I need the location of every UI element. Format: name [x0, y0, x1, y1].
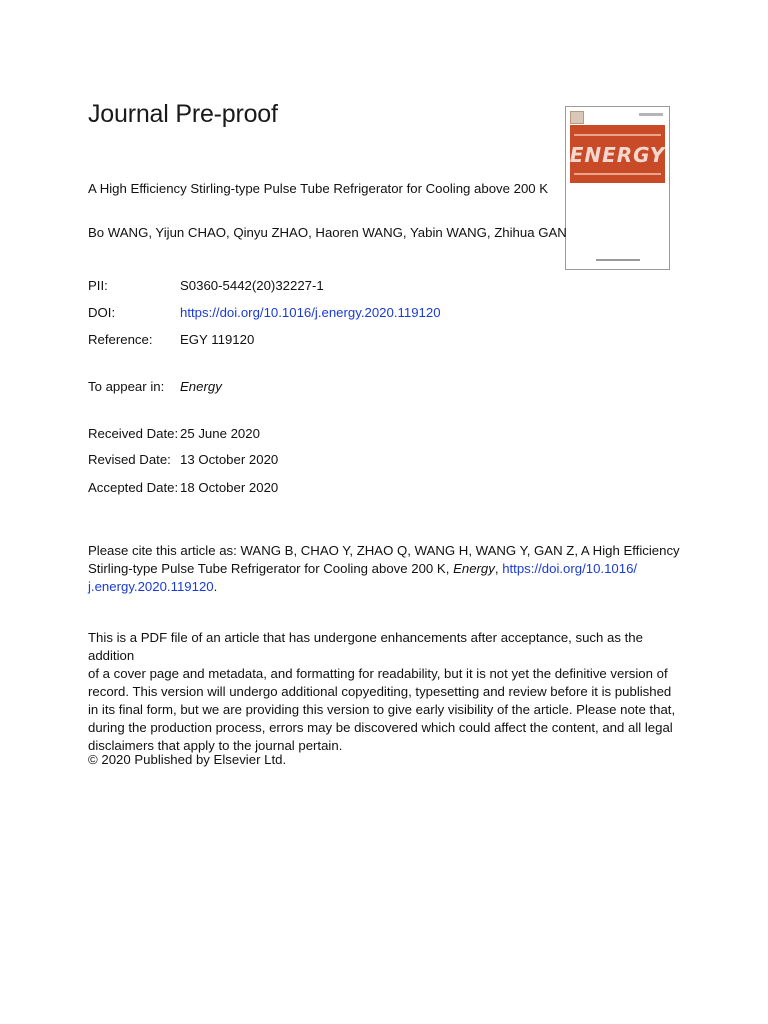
citation-line	[88, 578, 688, 596]
citation-period: .	[213, 579, 218, 594]
notice-line: during the production process, errors may be discovered which could affect the content, and all legal	[88, 720, 673, 735]
appear-label: To appear in:	[88, 379, 165, 394]
elsevier-logo-icon	[570, 111, 584, 124]
notice-line: disclaimers that apply to the journal pertain.	[88, 738, 343, 753]
cover-journal-word: ENERGY	[569, 143, 666, 167]
reference-label: Reference:	[88, 332, 153, 347]
notice-line: in its final form, but we are providing this version to give early visibility of the article. Please note that,	[88, 702, 676, 717]
doi-label: DOI:	[88, 305, 116, 320]
accepted-date-value: 18 October 2020	[180, 480, 279, 495]
notice-paragraph	[88, 629, 688, 755]
received-date-value: 25 June 2020	[180, 426, 260, 441]
accepted-date-label: Accepted Date:	[88, 480, 179, 495]
citation-line: Please cite this article as: WANG B, CHAO Y, ZHAO Q, WANG H, WANG Y, GAN Z, A High Efficiency	[88, 543, 680, 558]
citation-line: Stirling-type Pulse Tube Refrigerator for Cooling above 200 K, Energy, https://doi.org/10.1016/	[88, 561, 638, 576]
revised-date-value: 13 October 2020	[180, 452, 279, 467]
article-authors: Bo WANG, Yijun CHAO, Qinyu ZHAO, Haoren WANG, Yabin WANG, Zhihua GAN	[88, 225, 567, 240]
cover-stripe	[574, 134, 661, 136]
pii-value: S0360-5442(20)32227-1	[180, 278, 324, 293]
copyright-notice: © 2020 Published by Elsevier Ltd.	[88, 752, 287, 767]
notice-line: record. This version will undergo additional copyediting, typesetting and review before it is published	[88, 684, 672, 699]
notice-line: of a cover page and metadata, and formatting for readability, but it is not yet the definitive version of	[88, 666, 668, 681]
citation-block	[88, 542, 688, 596]
doi-link[interactable]: https://doi.org/10.1016/j.energy.2020.119120	[180, 305, 441, 320]
received-date-label: Received Date:	[88, 426, 179, 441]
reference-value: EGY 119120	[180, 332, 255, 347]
citation-doi-link-cont[interactable]: j.energy.2020.119120	[88, 579, 214, 594]
journal-cover-thumbnail	[565, 106, 670, 270]
cover-issue-text	[639, 113, 663, 116]
page-title: Journal Pre-proof	[88, 100, 278, 128]
citation-journal: Energy	[453, 561, 495, 576]
appear-value: Energy	[180, 379, 222, 394]
citation-text: Stirling-type Pulse Tube Refrigerator for Cooling above 200 K,	[88, 561, 450, 576]
cover-stripe	[574, 173, 661, 175]
citation-doi-link[interactable]: https://doi.org/10.1016/	[502, 561, 638, 576]
revised-date-label: Revised Date:	[88, 452, 171, 467]
cover-publisher-text	[596, 259, 640, 261]
pii-label: PII:	[88, 278, 108, 293]
notice-line: This is a PDF file of an article that has undergone enhancements after acceptance, such as the addition	[88, 630, 643, 663]
article-title: A High Efficiency Stirling-type Pulse Tube Refrigerator for Cooling above 200 K	[88, 181, 549, 196]
